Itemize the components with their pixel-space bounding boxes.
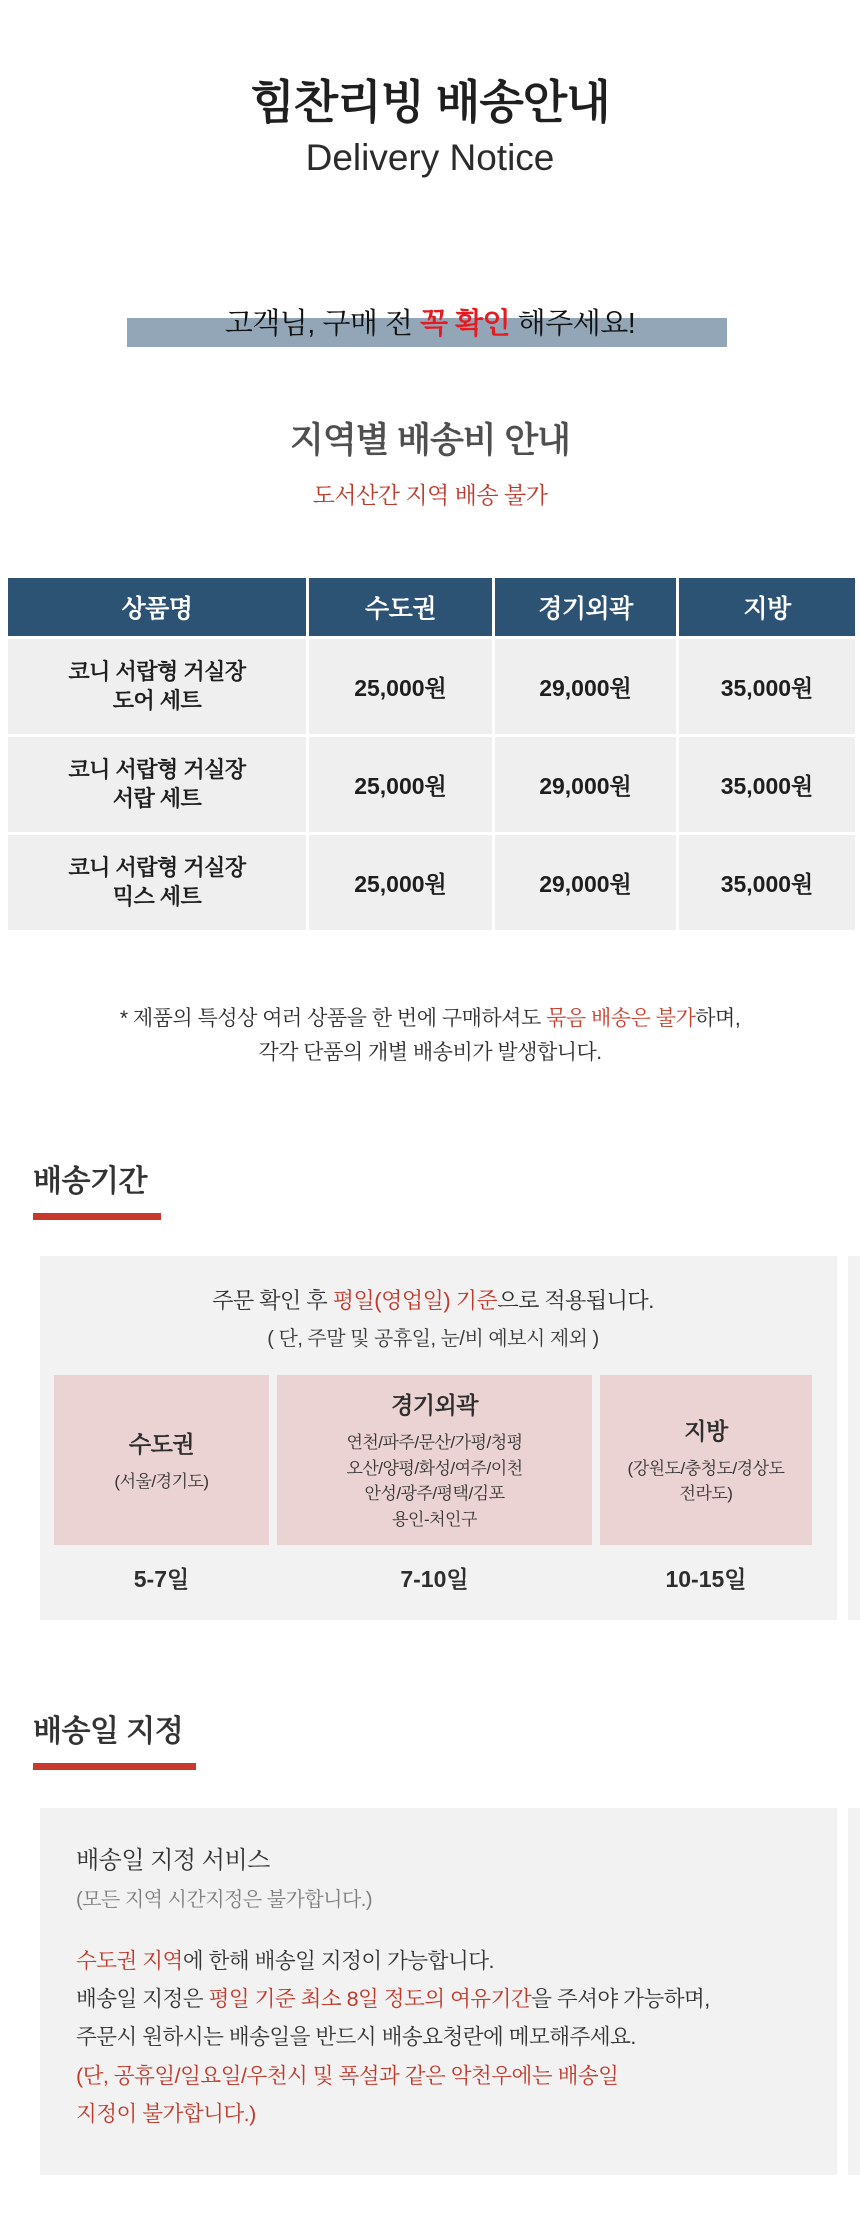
region-column-metro	[54, 1375, 269, 1594]
region-desc-line: 오산/양평/화성/여주/이천	[346, 1458, 523, 1478]
banner-text-emphasis: 꼭 확인	[420, 307, 511, 340]
region-title: 지방	[684, 1417, 728, 1444]
schedule-panel-wrap	[0, 1808, 860, 2175]
table-cell-price: 29,000원	[495, 835, 676, 930]
table-cell-price: 25,000원	[309, 737, 492, 832]
region-column-province	[600, 1375, 812, 1594]
region-desc-line: 용인-처인구	[392, 1509, 477, 1529]
fee-section	[0, 413, 860, 1070]
region-days: 5-7일	[133, 1565, 190, 1592]
table-cell-price: 25,000원	[309, 835, 492, 930]
table-cell-price: 35,000원	[679, 835, 855, 930]
schedule-line1	[76, 1942, 807, 1980]
schedule-heading-text: 배송일 지정	[33, 1714, 184, 1748]
region-title: 경기외곽	[391, 1392, 478, 1419]
product-name-line1: 코니 서랍형 거실장	[68, 756, 246, 782]
line2-emphasis: 평일 기준 최소 8일 정도의 여유기간	[208, 1987, 532, 2012]
schedule-line2	[76, 1980, 807, 2018]
region-box	[54, 1375, 269, 1545]
shipping-fee-table	[8, 578, 855, 930]
fee-table-header-product: 상품명	[8, 578, 306, 636]
note-prefix: * 제품의 특성상 여러 상품을 한 번에 구매하셔도	[119, 1006, 547, 1030]
period-intro-prefix: 주문 확인 후	[212, 1287, 333, 1313]
region-desc-line: (서울/경기도)	[114, 1471, 209, 1491]
delivery-period-section	[0, 1156, 860, 1620]
fee-section-title: 지역별 배송비 안내	[290, 420, 570, 460]
region-desc-line: (강원도/충청도/경상도	[627, 1458, 785, 1478]
table-cell-price: 25,000원	[309, 639, 492, 734]
period-panel-wrap	[0, 1256, 860, 1620]
red-underline-bar	[33, 1213, 161, 1220]
table-row-product-name	[8, 835, 306, 930]
banner-text	[0, 301, 860, 342]
product-name-line1: 코니 서랍형 거실장	[68, 658, 246, 684]
region-box	[600, 1375, 812, 1545]
schedule-panel	[40, 1808, 837, 2175]
note-line2: 각각 단품의 개별 배송비가 발생합니다.	[258, 1040, 602, 1064]
schedule-line3: 주문시 원하시는 배송일을 반드시 배송요청란에 메모해주세요.	[76, 2025, 636, 2050]
region-desc-line: 연천/파주/문산/가평/청평	[346, 1433, 523, 1453]
region-title: 수도권	[128, 1430, 195, 1457]
table-cell-price: 35,000원	[679, 737, 855, 832]
region-desc-line: 안성/광주/평택/김포	[364, 1484, 505, 1504]
region-days: 10-15일	[665, 1565, 747, 1592]
period-panel	[40, 1256, 837, 1620]
fee-table-header-metro: 수도권	[309, 578, 492, 636]
page-title-en: Delivery Notice	[305, 136, 555, 178]
region-boxes-row	[54, 1375, 812, 1594]
line2-prefix: 배송일 지정은	[76, 1987, 209, 2012]
table-row-product-name	[8, 737, 306, 832]
product-name-line2: 믹스 세트	[112, 884, 202, 910]
banner-text-prefix: 고객님, 구매 전	[224, 307, 421, 340]
region-desc-line: 전라도)	[679, 1484, 733, 1504]
note-line1	[0, 1002, 860, 1036]
fee-table-header-gyeonggi-outer: 경기외곽	[495, 578, 676, 636]
period-intro-line	[54, 1284, 812, 1315]
note-suffix: 하며,	[695, 1006, 741, 1030]
service-title: 배송일 지정 서비스	[76, 1846, 270, 1874]
hero-header	[0, 76, 860, 179]
region-box	[277, 1375, 592, 1545]
bundle-shipping-note	[0, 1002, 860, 1070]
cropped-panel-fragment	[848, 1808, 860, 2175]
product-name-line1: 코니 서랍형 거실장	[68, 854, 246, 880]
table-row-product-name	[8, 639, 306, 734]
period-heading-text: 배송기간	[33, 1164, 147, 1198]
banner-text-suffix: 해주세요!	[510, 307, 636, 340]
product-name-line2: 도어 세트	[112, 688, 202, 714]
table-cell-price: 29,000원	[495, 737, 676, 832]
fee-table-header-province: 지방	[679, 578, 855, 636]
service-subtitle: (모든 지역 시간지정은 불가합니다.)	[76, 1888, 373, 1911]
table-cell-price: 29,000원	[495, 639, 676, 734]
line2-suffix: 을 주셔야 가능하며,	[531, 1987, 710, 2012]
region-days: 7-10일	[400, 1565, 469, 1592]
line1-rest: 에 한해 배송일 지정이 가능합니다.	[182, 1948, 494, 1973]
schedule-line4: (단, 공휴일/일요일/우천시 및 폭설과 같은 악천우에는 배송일	[76, 2063, 619, 2088]
delivery-date-section	[0, 1706, 860, 2175]
period-intro-sub: ( 단, 주말 및 공휴일, 눈/비 예보시 제외 )	[267, 1327, 599, 1350]
page-title: 힘찬리빙 배송안내	[250, 76, 610, 128]
schedule-body-text	[76, 1942, 807, 2133]
fee-section-subtitle: 도서산간 지역 배송 불가	[312, 481, 548, 508]
period-intro-suffix: 으로 적용됩니다.	[497, 1287, 654, 1313]
line1-emphasis: 수도권 지역	[76, 1948, 183, 1973]
region-desc	[346, 1430, 522, 1532]
region-desc	[628, 1456, 785, 1507]
schedule-section-heading	[33, 1706, 860, 1770]
table-cell-price: 35,000원	[679, 639, 855, 734]
cropped-panel-fragment	[848, 1256, 860, 1620]
note-emphasis: 묶음 배송은 불가	[546, 1006, 696, 1030]
schedule-line5: 지정이 불가합니다.)	[76, 2101, 256, 2126]
notice-banner	[0, 301, 860, 349]
region-column-gyeonggi-outer	[277, 1375, 592, 1594]
red-underline-bar	[33, 1763, 196, 1770]
period-intro-emphasis: 평일(영업일) 기준	[332, 1287, 498, 1313]
period-section-heading	[33, 1156, 860, 1220]
product-name-line2: 서랍 세트	[112, 786, 202, 812]
region-desc	[114, 1469, 208, 1495]
